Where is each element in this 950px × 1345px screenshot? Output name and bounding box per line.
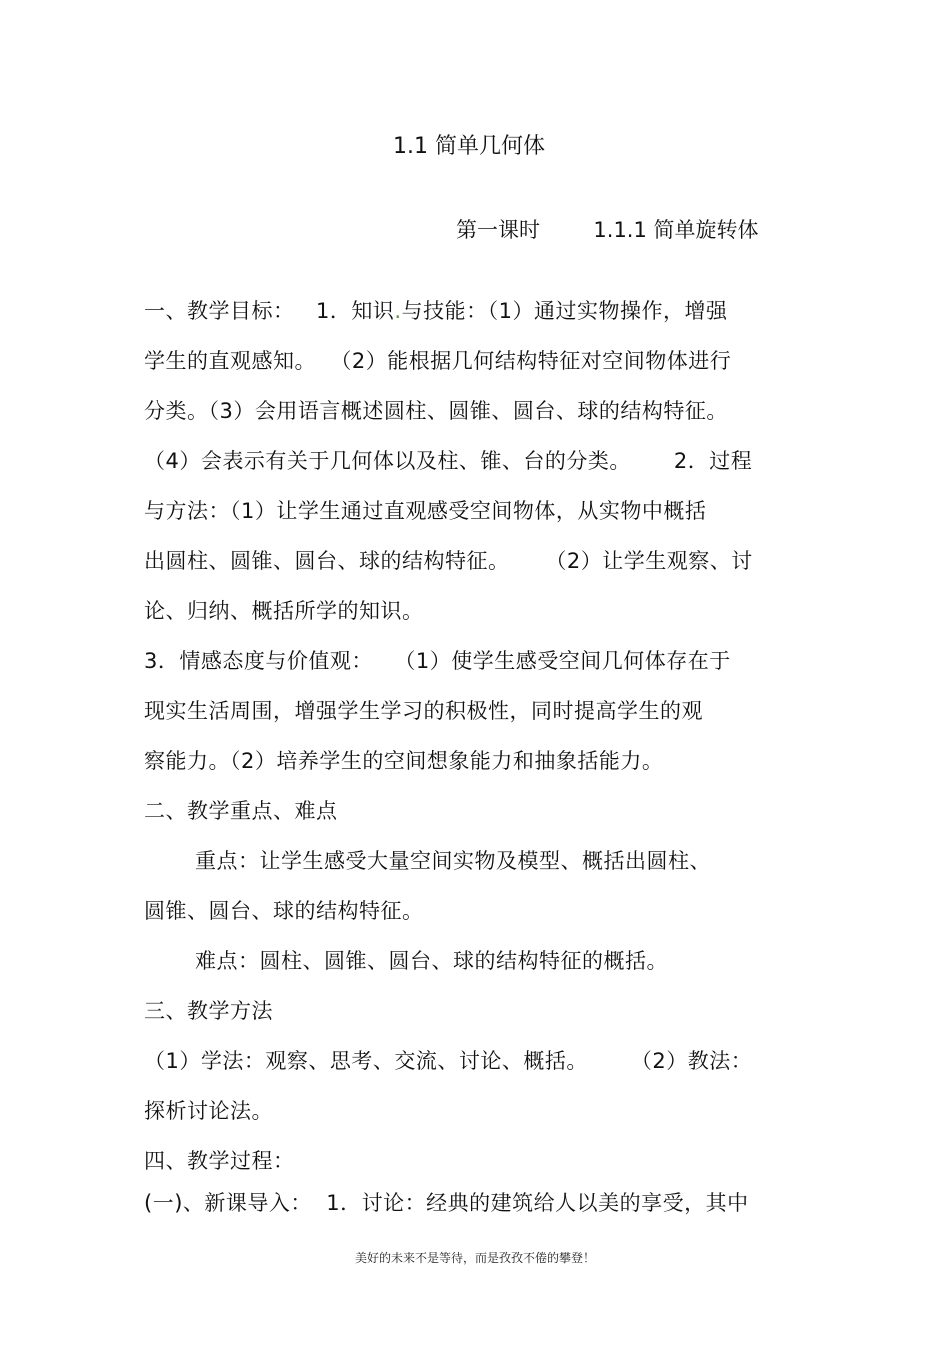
body-line-19: (一)、新课导入： 1．讨论：经典的建筑给人以美的享受，其中	[144, 1191, 749, 1215]
green-dot-mark: .	[394, 299, 402, 323]
section-heading-4: 四、教学过程：	[144, 1149, 295, 1173]
body-line-14: 难点：圆柱、圆锥、圆台、球的结构特征的概括。	[195, 949, 668, 973]
body-line-17: 探析讨论法。	[144, 1099, 273, 1123]
body-line-1-head: 一、教学目标： 1．知识	[144, 299, 395, 323]
body-line-13: 圆锥、圆台、球的结构特征。	[144, 899, 424, 923]
section-heading-3: 三、教学方法	[144, 999, 273, 1023]
body-line-3: 分类。（3）会用语言概述圆柱、圆锥、圆台、球的结构特征。	[144, 399, 728, 423]
body-line-16: （1）学法：观察、思考、交流、讨论、概括。 （2）教法：	[144, 1049, 753, 1073]
body-line-4: （4）会表示有关于几何体以及柱、锥、台的分类。 2．过程	[144, 449, 753, 473]
body-line-9: 现实生活周围，增强学生学习的积极性，同时提高学生的观	[144, 699, 703, 723]
body-line-6: 出圆柱、圆锥、圆台、球的结构特征。 （2）让学生观察、讨	[144, 549, 753, 573]
section-heading-2: 二、教学重点、难点	[144, 799, 338, 823]
body-line-8: 3．情感态度与价值观： （1）使学生感受空间几何体存在于	[144, 649, 731, 673]
body-line-1-tail: 与技能：（1）通过实物操作，增强	[401, 299, 728, 323]
body-line-10: 察能力。（2）培养学生的空间想象能力和抽象括能力。	[144, 749, 664, 773]
page-footer-motto: 美好的未来不是等待，而是孜孜不倦的攀登！	[354, 1251, 595, 1265]
body-line-7: 论、归纳、概括所学的知识。	[144, 599, 424, 623]
document-title: 1.1 简单几何体	[393, 134, 545, 159]
body-line-12: 重点：让学生感受大量空间实物及模型、概括出圆柱、	[195, 849, 711, 873]
body-line-1	[144, 297, 727, 325]
lesson-subtitle: 第一课时 1.1.1 简单旋转体	[456, 218, 759, 242]
body-line-2: 学生的直观感知。 （2）能根据几何结构特征对空间物体进行	[144, 349, 732, 373]
body-line-5: 与方法：（1）让学生通过直观感受空间物体，从实物中概括	[144, 499, 707, 523]
